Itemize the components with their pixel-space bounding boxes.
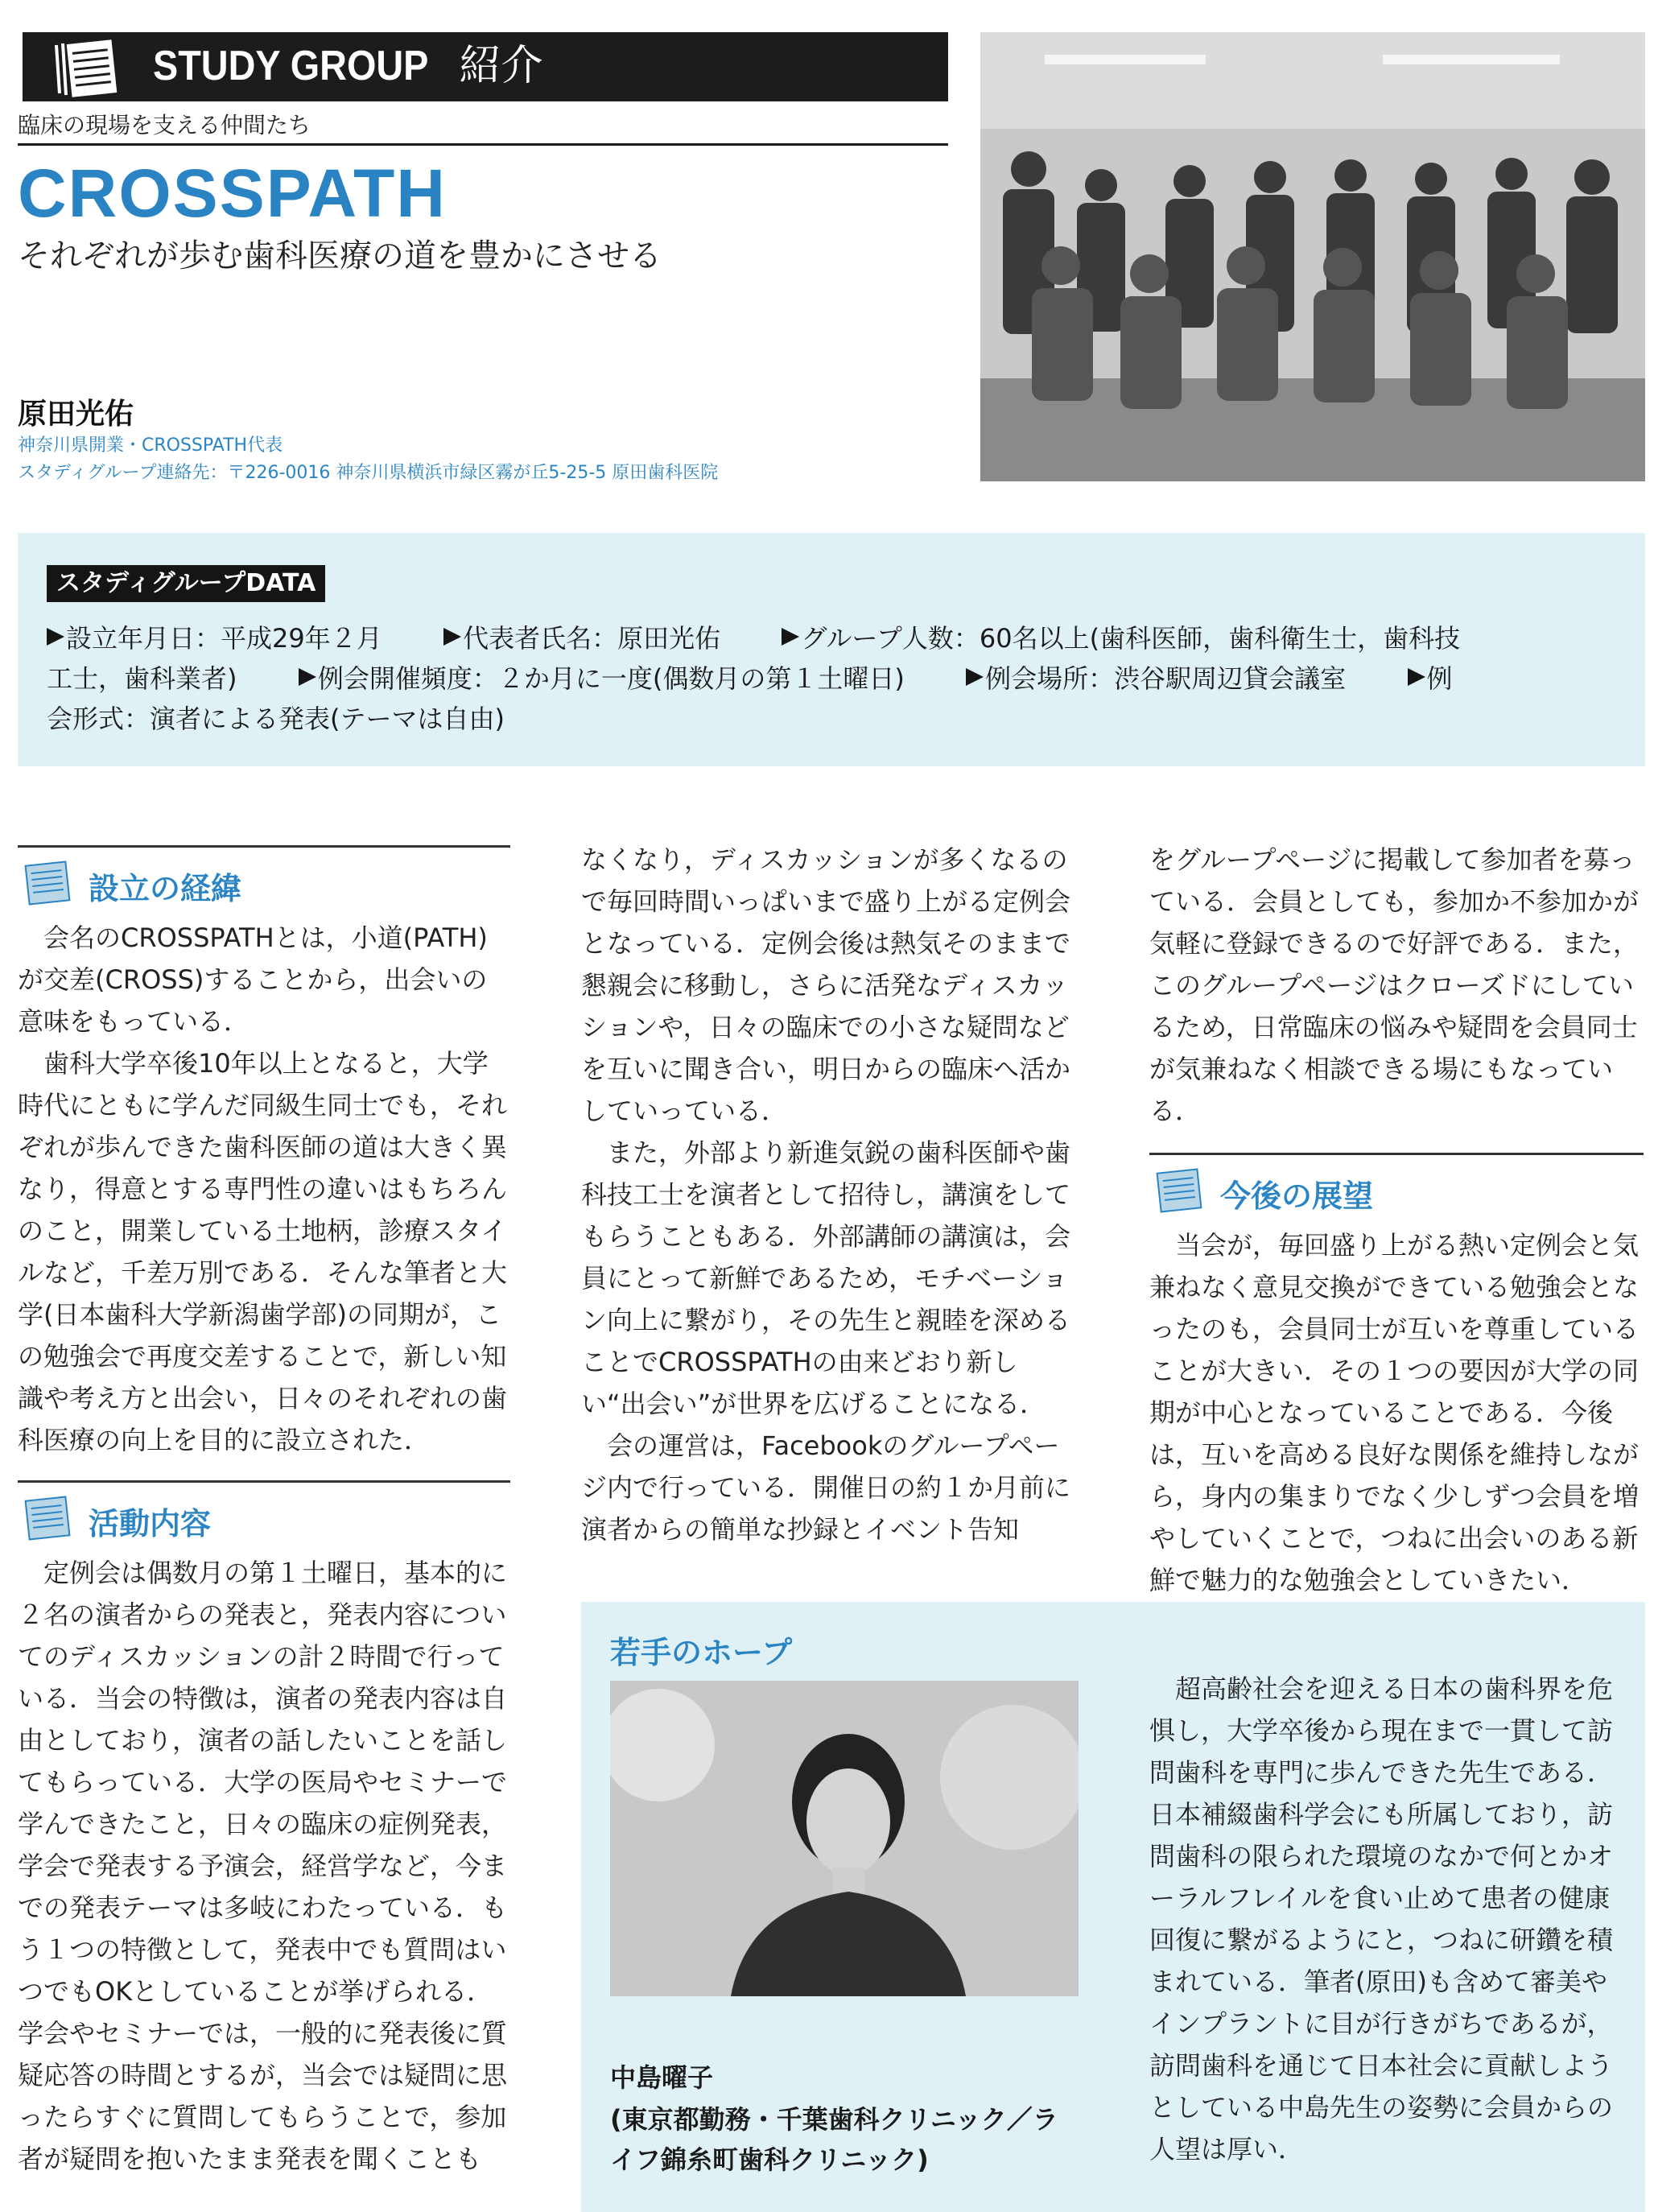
data-item: グループ人数：60名以上(歯科医師，歯科衛生士，歯科技 bbox=[801, 623, 1461, 654]
data-box-label: スタディグループDATA bbox=[47, 565, 325, 602]
activity-text-col2 bbox=[581, 839, 1080, 1550]
paragraph: 当会が，毎回盛り上がる熱い定例会と気兼ねなく意見交換ができている勉強会となったのも，会員同士が互いを尊重していることが大きい．その１つの要因が大学の同期が中心となっていることである．今後は，互いを高める良好な関係を維持しながら，身内の集まりでなく少しずつ会員を増やしていくことで，つねに出会いのある新鮮で魅力的な勉強会としていきたい． bbox=[1149, 1230, 1640, 1595]
flag-icon bbox=[299, 668, 316, 686]
series-title: STUDY GROUP 紹介 bbox=[153, 42, 543, 90]
paragraph: なくなり，ディスカッションが多くなるので毎回時間いっぱいまで盛り上がる定例会となっている．定例会後は熱気そのままで懇親会に移動し，さらに活発なディスカッションや，日々の臨床での小さな疑問などを互いに聞き合い，明日からの臨床へ活かしていっている． bbox=[581, 844, 1071, 1126]
data-item: 会形式：演者による発表(テーマは自由) bbox=[47, 704, 505, 734]
activity-text-col1 bbox=[18, 1552, 510, 2180]
data-line-3 bbox=[47, 699, 505, 739]
group-photo bbox=[980, 32, 1645, 481]
series-subtitle: 臨床の現場を支える仲間たち bbox=[18, 112, 311, 138]
young-hope-text-column bbox=[1149, 1668, 1624, 2170]
header-divider bbox=[18, 143, 948, 146]
data-item: 設立年月日：平成29年２月 bbox=[66, 623, 382, 654]
column-1 bbox=[18, 845, 510, 2180]
founding-text bbox=[18, 917, 510, 1461]
author-name: 原田光佑 bbox=[18, 398, 134, 431]
data-item: 例会場所：渋谷駅周辺貸会議室 bbox=[985, 663, 1347, 694]
young-hope-name: 中島曜子 bbox=[610, 2062, 714, 2093]
data-item: 例会開催頻度：２か月に一度(偶数月の第１土曜日) bbox=[317, 663, 905, 694]
flag-icon bbox=[966, 668, 984, 686]
paragraph: 会の運営は，Facebookのグループページ内で行っている．開催日の約１か月前に演者からの簡単な抄録とイベント告知 bbox=[581, 1430, 1071, 1545]
data-item: 工士，歯科業者) bbox=[47, 663, 237, 694]
flag-icon bbox=[782, 628, 799, 646]
section-title-outlook: 今後の展望 bbox=[1220, 1178, 1374, 1214]
young-hope-title: 若手のホープ bbox=[610, 1635, 793, 1670]
flag-icon bbox=[1408, 668, 1425, 686]
paragraph: また，外部より新進気鋭の歯科医師や歯科技工士を演者として招待し，講演をしてもらうこともある．外部講師の講演は，会員にとって新鮮であるため，モチベーション向上に繋がり，その先生と親睦を深めることでCROSSPATHの由来どおり新しい“出会い”が世界を広げることになる． bbox=[581, 1137, 1071, 1419]
flag-icon bbox=[443, 628, 461, 646]
outlook-text bbox=[1149, 1224, 1644, 1601]
paragraph: 会名のCROSSPATHとは，小道(PATH)が交差(CROSS)することから，出会いの意味をもっている． bbox=[18, 922, 488, 1037]
data-item: 代表者氏名：原田光佑 bbox=[463, 623, 721, 654]
portrait-photo bbox=[610, 1681, 1079, 1996]
page-tagline: それぞれが歩む歯科医療の道を豊かにさせる bbox=[18, 237, 662, 274]
document-icon bbox=[21, 859, 74, 907]
paragraph: 超高齢社会を迎える日本の歯科界を危惧し，大学卒後から現在まで一貫して訪問歯科を専門に歩んできた先生である．日本補綴歯科学会にも所属しており，訪問歯科の限られた環境のなかで何とかオーラルフレイルを食い止めて患者の健康回復に繋がるようにと，つねに研鑽を積まれている．筆者(原田)も含めて審美やインプラントに目が行きがちであるが，訪問歯科を通じて日本社会に貢献しようとしている中島先生の姿勢に会員からの人望は厚い． bbox=[1149, 1673, 1614, 2165]
document-icon bbox=[21, 1494, 74, 1542]
flag-icon bbox=[47, 628, 64, 646]
paragraph: をグループページに掲載して参加者を募っている．会員としても，参加か不参加かが気軽に登録できるので好評である．また，このグループページはクローズドにしているため，日常臨床の悩みや疑問を会員同士が気兼ねなく相談できる場にもなっている． bbox=[1149, 844, 1640, 1126]
document-icon bbox=[1153, 1166, 1206, 1215]
page-title: CROSSPATH bbox=[18, 155, 447, 231]
column-3 bbox=[1149, 839, 1644, 1601]
section-title-founding: 設立の経緯 bbox=[89, 871, 242, 906]
data-line-1 bbox=[47, 618, 1460, 658]
column-2 bbox=[581, 839, 1080, 1550]
paragraph: 歯科大学卒後10年以上となると，大学時代にともに学んだ同級生同士でも，それぞれが歩んできた歯科医師の道は大きく異なり，得意とする専門性の違いはもちろんのこと，開業している土地柄，診療スタイルなど，千差万別である．そんな筆者と大学(日本歯科大学新潟歯学部)の同期が，この勉強会で再度交差することで，新しい知識や考え方と出会い，日々のそれぞれの歯科医療の向上を目的に設立された． bbox=[18, 1048, 508, 1455]
young-hope-affiliation: (東京都勤務・千葉歯科クリニック／ライフ錦糸町歯科クリニック) bbox=[610, 2104, 1058, 2175]
author-affiliation: 神奈川県開業・CROSSPATH代表 bbox=[18, 435, 283, 456]
contact-address: スタディグループ連絡先：〒226-0016 神奈川県横浜市緑区霧が丘5-25-5 原田歯科医院 bbox=[18, 463, 719, 483]
document-icon bbox=[50, 35, 122, 100]
data-line-2 bbox=[47, 658, 1453, 699]
young-hope-text bbox=[1149, 1668, 1624, 2170]
data-item: 例 bbox=[1426, 663, 1453, 694]
activity-text-col3 bbox=[1149, 839, 1644, 1132]
section-title-activity: 活動内容 bbox=[89, 1506, 212, 1541]
paragraph: 定例会は偶数月の第１土曜日，基本的に２名の演者からの発表と，発表内容についてのディスカッションの計２時間で行っている．当会の特徴は，演者の発表内容は自由としており，演者の話したいことを話してもらっている．大学の医局やセミナーで学んできたこと，日々の臨床の症例発表，学会で発表する予演会，経営学など，今までの発表テーマは多岐にわたっている．もう１つの特徴として，発表中でも質問はいつでもOKとしていることが挙げられる．学会やセミナーでは，一般的に発表後に質疑応答の時間とするが，当会では疑問に思ったらすぐに質問してもらうことで，参加者が疑問を抱いたまま発表を聞くことも bbox=[18, 1558, 508, 2174]
